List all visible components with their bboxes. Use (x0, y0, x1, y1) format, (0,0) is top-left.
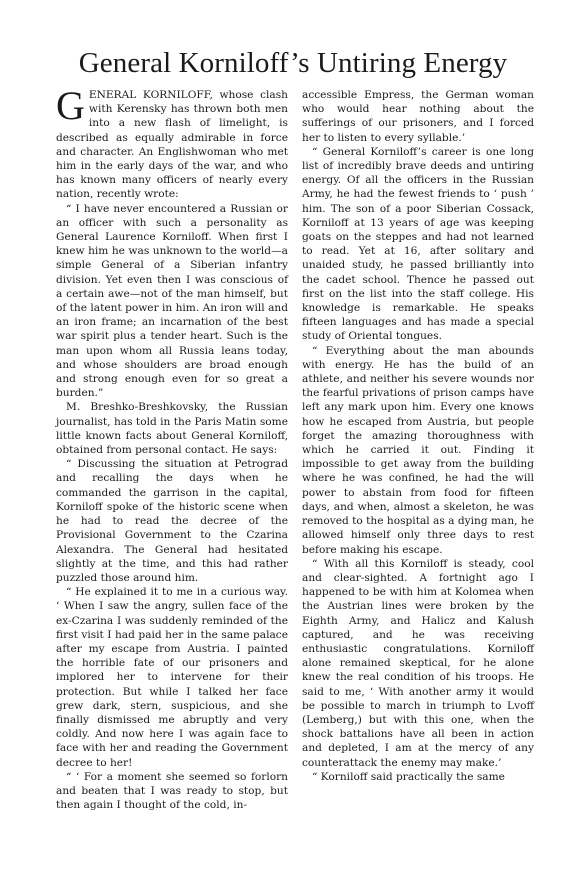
paragraph-6: “ ‘ For a moment she seemed so forlorn and beaten that I was ready to stop, but then again I thought of the cold, in- (56, 770, 288, 812)
column-right (302, 88, 534, 784)
paragraph-5: “ He explained it to me in a curious way. ‘ When I saw the angry, sullen face of the ex-Czarina I was suddenly reminded of the first visit I had paid her in the same palace after my escape from Austria. I painted the horrible fate of our prisoners and implored her to intervene for their protection. But while I talked her face grew dark, stern, suspicious, and she finally dismissed me abruptly and very coldly. And now here I was again face to face with her and reading the Government decree to her! (56, 586, 288, 769)
drop-cap: G (56, 83, 85, 128)
paragraph-9: “ Everything about the man abounds with energy. He has the build of an athlete, and neither his severe wounds nor the fearful privations of prison camps have left any mark upon him. Every one knows how he escaped from Austria, but people forget the amazing thoroughness with which he carried it out. Finding it impossible to get away from the building where he was confined, he had the will power to abstain from food for fifteen days, and when, almost a skeleton, he was removed to the hospital as a dying man, he allowed himself only three days to rest before making his escape. (302, 344, 534, 556)
paragraph-8: “ General Korniloff’s career is one long list of incredibly brave deeds and untiring energy. Of all the officers in the Russian Army, he had the fewest friends to ‘ push ’ him. The son of a poor Siberian Cossack, Korniloff at 13 years of age was keeping goats on the steppes and had not learned to read. Yet at 16, after solitary and unaided study, he passed brilliantly into the cadet school. Thence he passed out first on the list into the staff college. His knowledge is remarkable. He speaks fifteen languages and has made a special study of Oriental tongues. (302, 145, 534, 343)
paragraph-1 (56, 83, 288, 202)
paragraph-11: “ Korniloff said practically the same (312, 770, 505, 783)
paragraph-7: accessible Empress, the German woman who would hear nothing about the sufferings of our prisoners, and I forced her to listen to every syllable.’ (302, 89, 534, 144)
paragraph-1-text: ENERAL KORNILOFF, whose clash with Kerensky has thrown both men into a new flash of limelight, is described as equally admirable in force and character. An Englishwoman who met him in the early days of the war, and who has known many officers of nearly every nation, recently wrote: (56, 89, 288, 201)
column-left (56, 83, 288, 812)
paragraph-2: “ I have never encountered a Russian or an officer with such a personality as General Laurence Korniloff. When first I knew him he was unknown to the world—a simple General of a Siberian infantry division. Yet even then I was conscious of a certain awe—not of the man himself, but of the latent power in him. An iron will and an iron frame; an incarnation of the best war spirit plus a tender heart. Such is the man upon whom all Russia leans today, and whose shoulders are broad enough and strong enough even for so great a burden.” (56, 202, 288, 400)
article-title: General Korniloff’s Untiring Energy (78, 47, 508, 79)
paragraph-3: M. Breshko-Breshkovsky, the Russian journalist, has told in the Paris Matin some little known facts about General Korniloff, obtained from personal contact. He says: (56, 401, 288, 457)
paragraph-4: “ Discussing the situation at Petrograd and recalling the days when he commanded the garrison in the capital, Korniloff spoke of the historic scene when he had to read the decree of the Provisional Government to the Czarina Alexandra. The General had hesitated slightly at the time, and this had rather puzzled those around him. (56, 458, 288, 584)
paragraph-10: “ With all this Korniloff is steady, cool and clear-sighted. A fortnight ago I happened to be with him at Kolomea when the Austrian lines were broken by the Eighth Army, and Halicz and Kalush captured, and he was receiving enthusiastic congratulations. Korniloff alone remained skeptical, for he alone knew the real condition of his troops. He said to me, ‘ With another army it would be possible to march in triumph to Lvoff (Lemberg,) but with this one, when the shock battalions have all been in action and depleted, I am at the mercy of any counterattack the enemy may make.’ (302, 557, 534, 769)
